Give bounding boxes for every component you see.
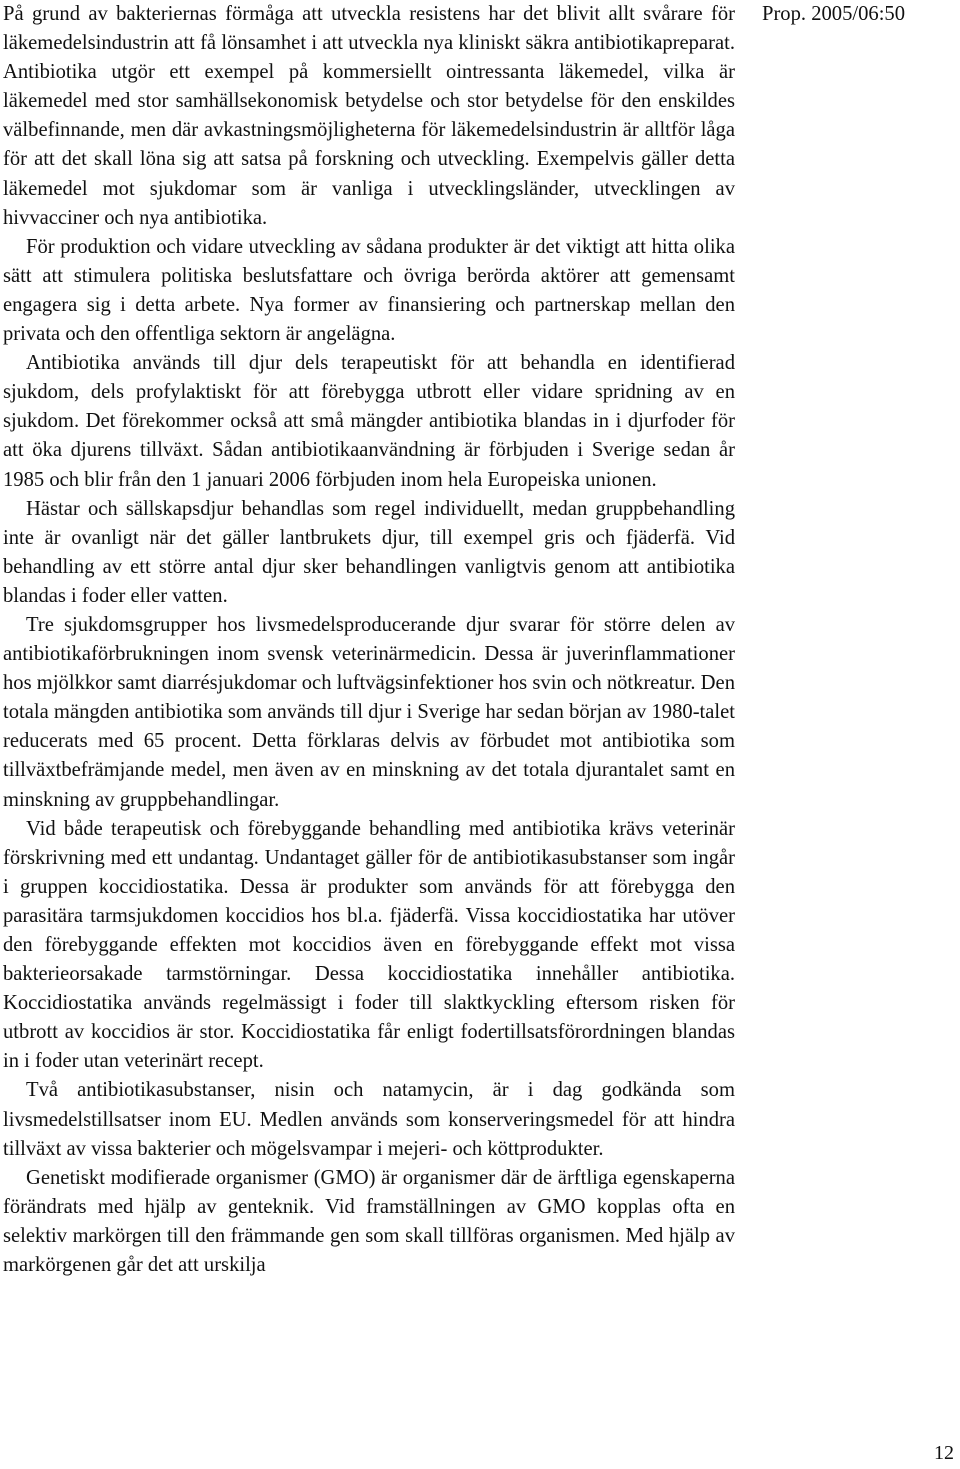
paragraph-1: På grund av bakteriernas förmåga att utveckla resistens har det blivit allt svårare för läkemedelsindustrin att få lönsamhet i att utveckla nya kliniskt säkra antibiotikapreparat. Antibiotika utgör ett exempel på kommersiellt ointressanta läkemedel, vilka är läkemedel med stor samhällsekonomisk betydelse och stor betydelse för den enskildes välbefinnande, men där avkastningsmöjligheterna för läkemedelsindustrin är alltför låga för att det skall löna sig att satsa på forskning och utveckling. Exempelvis gäller detta läkemedel mot sjukdomar som är vanliga i utvecklingsländer, utvecklingen av hivvacciner och nya antibiotika.: [3, 3, 735, 229]
paragraph-2: För produktion och vidare utveckling av sådana produkter är det viktigt att hitta olika sätt att stimulera politiska beslutsfattare och övriga berörda aktörer att gemensamt engagera sig i detta arbete. Nya former av finansiering och partnerskap mellan den privata och den offentliga sektorn är angelägna.: [3, 235, 735, 346]
paragraph-5: Tre sjukdomsgrupper hos livsmedelsproducerande djur svarar för större delen av antibiotikaförbrukningen inom svensk veterinärmedicin. Dessa är juverinflammationer hos mjölkkor samt diarrésjukdomar och luftvägsinfektioner hos svin och nötkreatur. Den totala mängden antibiotika som används till djur i Sverige har sedan början av 1980-talet reducerats med 65 procent. Detta förklaras delvis av förbudet mot antibiotika som tillväxtbefrämjande medel, men även av en minskning av det totala djurantalet samt en minskning av gruppbehandlingar.: [3, 613, 735, 811]
paragraph-4: Hästar och sällskapsdjur behandlas som regel individuellt, medan gruppbehandling inte är ovanligt när det gäller lantbrukets djur, till exempel gris och fjäderfä. Vid behandling av ett större antal djur sker behandlingen vanligtvis genom att antibiotika blandas i foder eller vatten.: [3, 497, 735, 607]
paragraph-3: Antibiotika används till djur dels terapeutiskt för att behandla en identifierad sjukdom, dels profylaktiskt för att förebygga utbrott eller vidare spridning av en sjukdom. Det förekommer också att små mängder antibiotika blandas in i djurfoder för att öka djurens tillväxt. Sådan antibiotikaanvändning är förbjuden i Sverige sedan år 1985 och blir från den 1 januari 2006 förbjuden inom hela Europeiska unionen.: [3, 352, 735, 491]
page-number: 12: [934, 1442, 954, 1464]
paragraph-8: Genetiskt modifierade organismer (GMO) är organismer där de ärftliga egenskaperna förändrats med hjälp av genteknik. Vid framställningen av GMO kopplas ofta en selektiv markörgen till den främmande gen som skall tillföras organismen. Med hjälp av markörgenen går det att urskilja: [3, 1166, 735, 1277]
body-text-column: [3, 0, 735, 1280]
margin-reference: Prop. 2005/06:50: [762, 3, 906, 25]
paragraph-6: Vid både terapeutisk och förebyggande behandling med antibiotika krävs veterinär förskrivning med ett undantag. Undantaget gäller för de antibiotikasubstanser som ingår i gruppen koccidiostatika. Dessa är produkter som används för att förebygga den parasitära tarmsjukdomen koccidios hos bl.a. fjäderfä. Vissa koccidiostatika har utöver den förebyggande effekten mot koccidios även en förebyggande effekt mot vissa bakterieorsakade tarmstörningar. Dessa koccidiostatika innehåller antibiotika. Koccidiostatika används regelmässigt i foder till slaktkyckling eftersom risken för utbrott av koccidios är stor. Koccidiostatika får enligt fodertillsatsförordningen blandas in i foder utan veterinärt recept.: [3, 817, 735, 1073]
paragraph-7: Två antibiotikasubstanser, nisin och natamycin, är i dag godkända som livsmedelstillsatser inom EU. Medlen används som konserveringsmedel för att hindra tillväxt av vissa bakterier och mögelsvampar i mejeri- och köttprodukter.: [3, 1079, 735, 1160]
